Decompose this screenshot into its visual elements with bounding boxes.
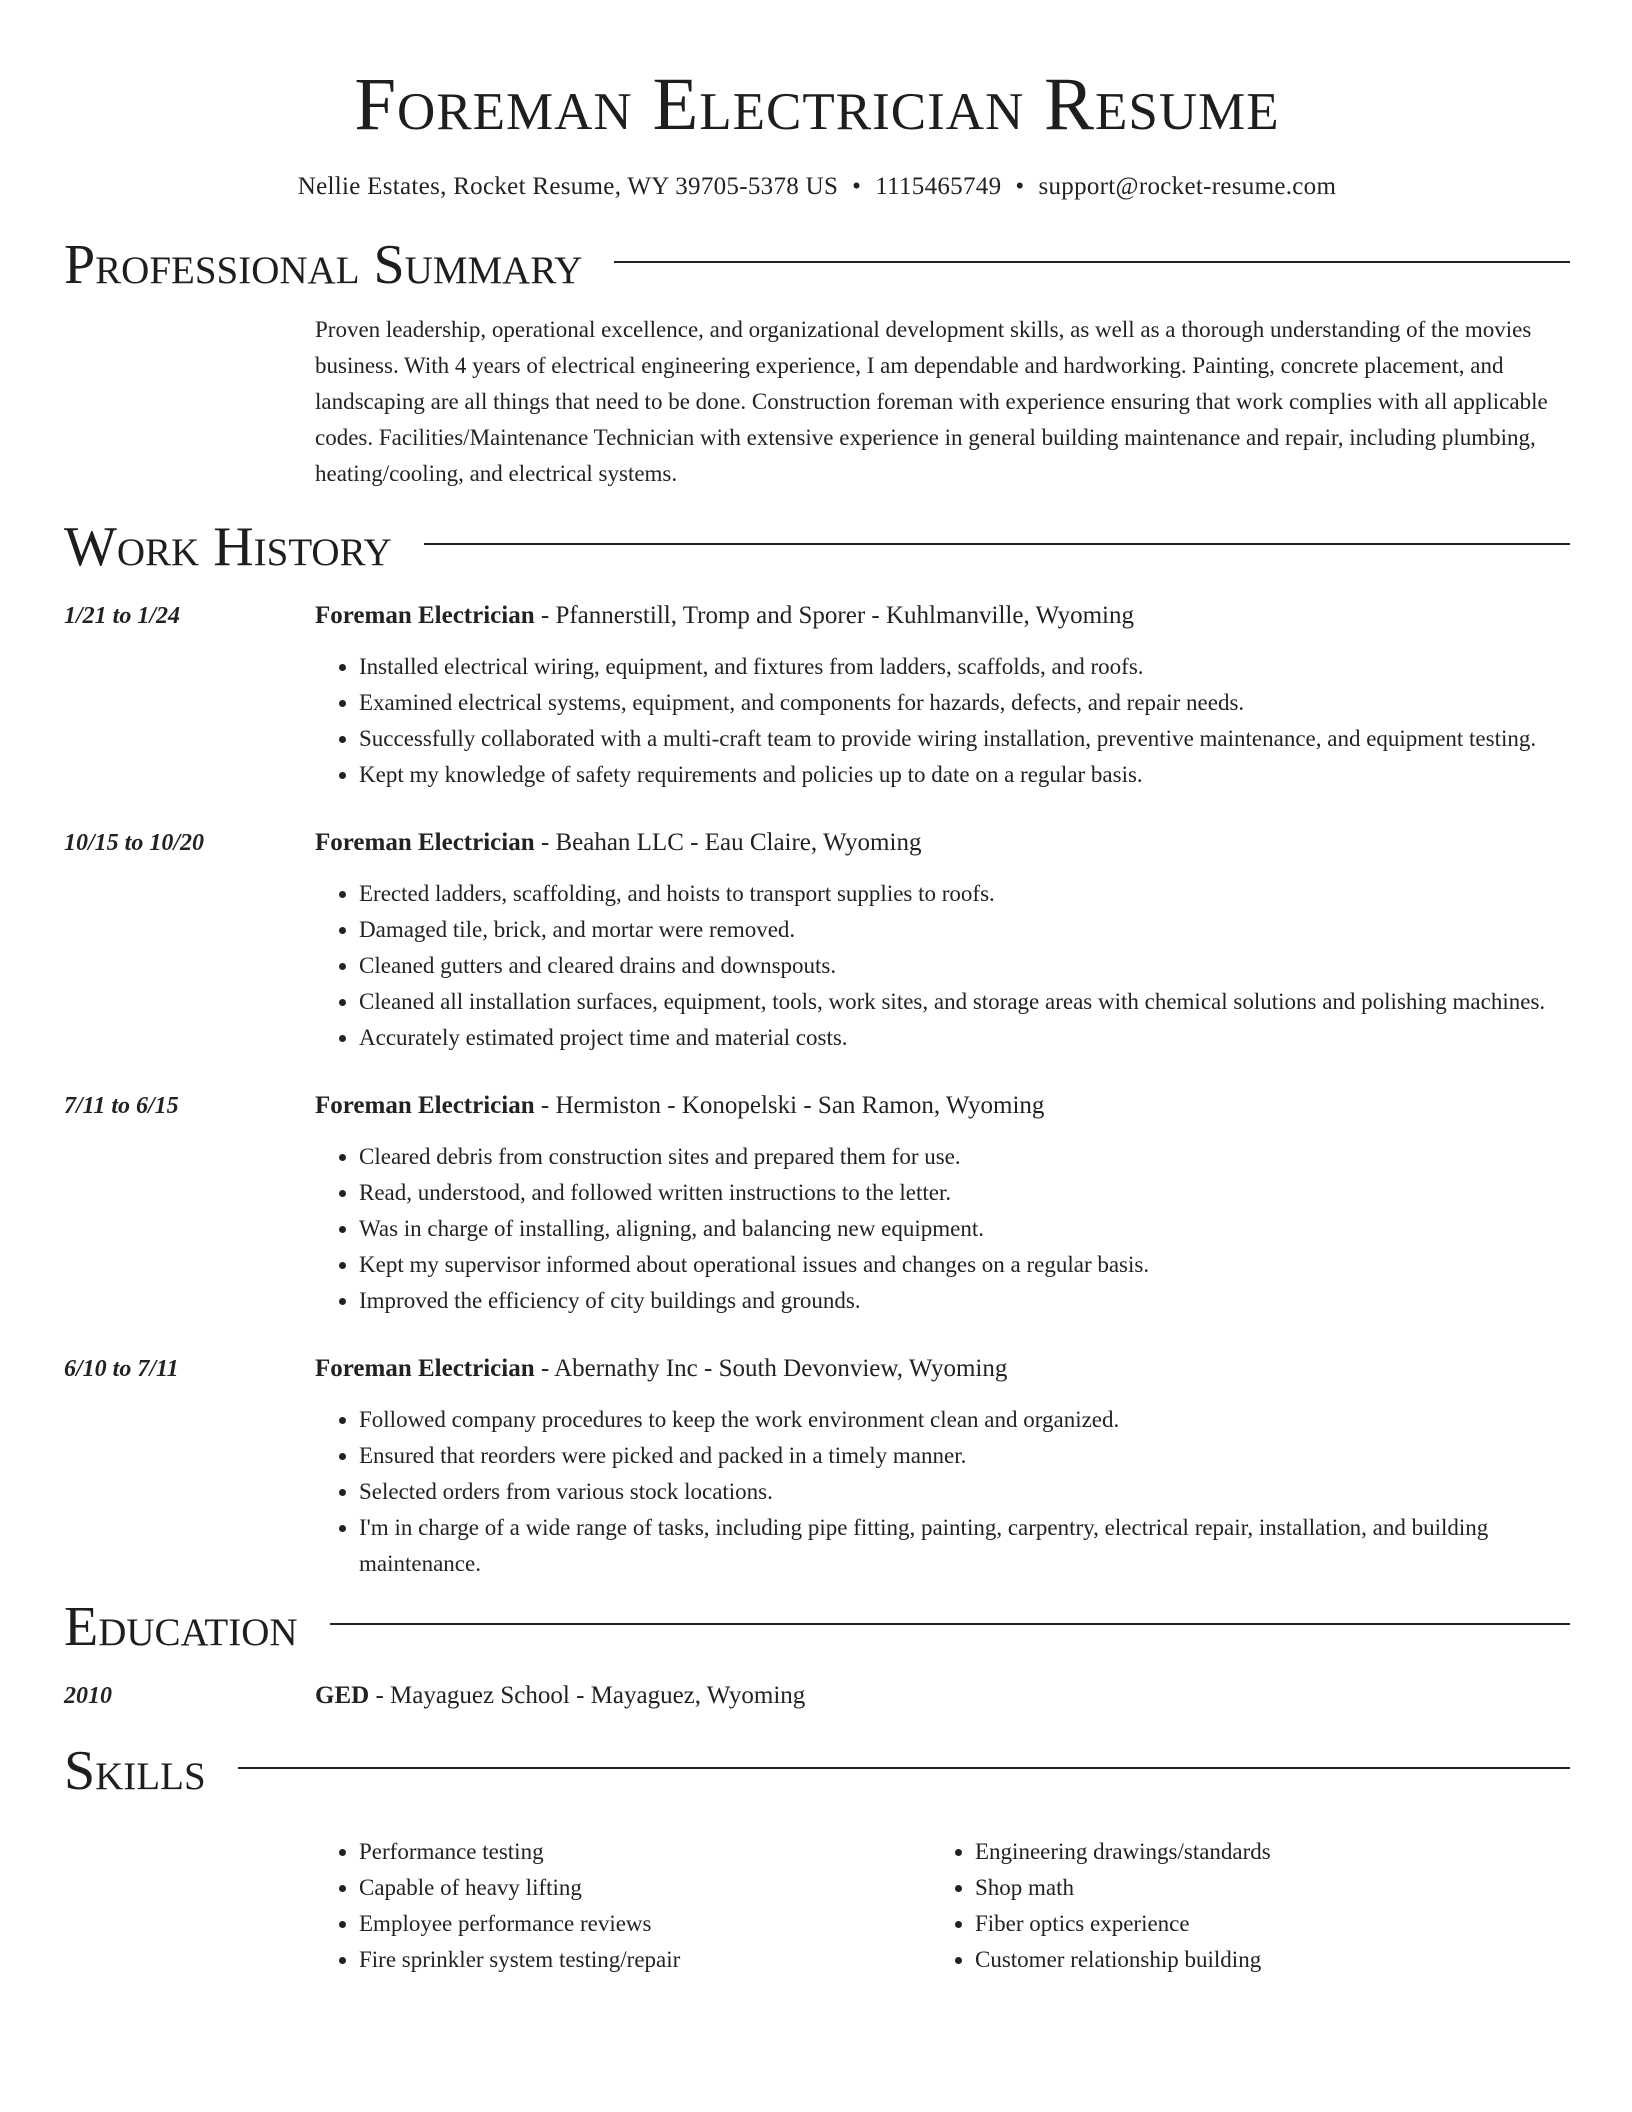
contact-phone: 1115465749 (875, 173, 1002, 200)
section-divider (238, 1767, 1570, 1769)
summary-text: Proven leadership, operational excellence, and organizational development skills, as well as a thorough understanding of the movies business. With 4 years of electrical engineering experience, I am dependable and hardworking. Painting, concrete placement, and landscaping are all things that need to be done. Construction foreman with experience ensuring that work complies with all applicable codes. Facilities/Maintenance Technician with extensive experience in general building maintenance and repair, including plumbing, heating/cooling, and electrical systems. (315, 317, 1548, 486)
contact-address: Nellie Estates, Rocket Resume, WY 39705-5378 US (297, 173, 839, 200)
skills-list (315, 1834, 1570, 1978)
skill-item: • Capable of heavy lifting (359, 1870, 931, 1906)
job-entry (64, 1088, 1570, 1319)
job-title: Foreman Electrician (315, 829, 535, 856)
job-bullet: • Successfully collaborated with a multi-craft team to provide wiring installation, preventive maintenance, and equipment testing. (359, 721, 1570, 757)
job-bullet: • I'm in charge of a wide range of tasks, including pipe fitting, painting, carpentry, electrical repair, installation, and building maintenance. (359, 1510, 1570, 1582)
job-bullets (315, 876, 1570, 1056)
job-bullet: • Erected ladders, scaffolding, and hoists to transport supplies to roofs. (359, 876, 1570, 912)
job-details: - Abernathy Inc - South Devonview, Wyoming (534, 1355, 1008, 1382)
skill-item: • Fire sprinkler system testing/repair (359, 1942, 931, 1978)
job-details: - Hermiston - Konopelski - San Ramon, Wyoming (534, 1092, 1045, 1119)
job-bullet: • Kept my supervisor informed about operational issues and changes on a regular basis. (359, 1247, 1570, 1283)
job-bullets (315, 1402, 1570, 1582)
job-entry (64, 1351, 1570, 1582)
job-title: Foreman Electrician (315, 602, 535, 629)
job-bullet: • Cleaned all installation surfaces, equipment, tools, work sites, and storage areas with chemical solutions and polishing machines. (359, 984, 1570, 1020)
contact-line (64, 170, 1570, 204)
job-bullet: • Read, understood, and followed written instructions to the letter. (359, 1175, 1570, 1211)
work-section-header (64, 512, 1570, 582)
skills-column-right (931, 1834, 1547, 1978)
skill-item: • Fiber optics experience (975, 1906, 1547, 1942)
section-divider (330, 1623, 1570, 1625)
contact-separator: • (852, 173, 862, 200)
resume-page (64, 0, 1570, 1978)
education-role (315, 1678, 805, 1714)
job-dates: 10/15 to 10/20 (64, 830, 205, 856)
job-bullet: • Ensured that reorders were picked and packed in a timely manner. (359, 1438, 1570, 1474)
skill-item: • Employee performance reviews (359, 1906, 931, 1942)
job-bullet: • Cleared debris from construction sites and prepared them for use. (359, 1139, 1570, 1175)
job-bullet: • Accurately estimated project time and material costs. (359, 1020, 1570, 1056)
education-section-header (64, 1592, 1570, 1662)
job-entry (64, 598, 1570, 793)
work-heading: Work History (64, 516, 392, 578)
job-bullets (315, 649, 1570, 793)
job-role (315, 598, 1134, 634)
job-title: Foreman Electrician (315, 1355, 535, 1382)
job-bullet: • Followed company procedures to keep the work environment clean and organized. (359, 1402, 1570, 1438)
job-bullet: • Examined electrical systems, equipment, and components for hazards, defects, and repair needs. (359, 685, 1570, 721)
education-year: 2010 (64, 1683, 112, 1709)
summary-section-header (64, 230, 1570, 300)
job-dates: 1/21 to 1/24 (64, 603, 181, 629)
education-entry (64, 1678, 1570, 1714)
job-role (315, 1351, 1007, 1387)
education-heading: Education (64, 1596, 298, 1658)
job-entry (64, 825, 1570, 1056)
job-title: Foreman Electrician (315, 1092, 535, 1119)
summary-heading: Professional Summary (64, 234, 583, 296)
job-bullet: • Cleaned gutters and cleared drains and downspouts. (359, 948, 1570, 984)
job-bullet: • Improved the efficiency of city buildings and grounds. (359, 1283, 1570, 1319)
section-divider (424, 543, 1570, 545)
job-details: - Beahan LLC - Eau Claire, Wyoming (534, 829, 922, 856)
job-bullet: • Damaged tile, brick, and mortar were removed. (359, 912, 1570, 948)
education-details: - Mayaguez School - Mayaguez, Wyoming (369, 1682, 806, 1709)
job-role (315, 1088, 1044, 1124)
skills-column-left (315, 1834, 931, 1978)
skills-section-header (64, 1736, 1570, 1806)
resume-title: Foreman Electrician Resume (354, 63, 1280, 146)
job-dates: 7/11 to 6/15 (64, 1093, 179, 1119)
skills-heading: Skills (64, 1740, 206, 1802)
skill-item: • Performance testing (359, 1834, 931, 1870)
job-dates: 6/10 to 7/11 (64, 1356, 179, 1382)
job-role (315, 825, 921, 861)
skill-item: • Shop math (975, 1870, 1547, 1906)
job-bullets (315, 1139, 1570, 1319)
job-bullet: • Kept my knowledge of safety requirements and policies up to date on a regular basis. (359, 757, 1570, 793)
job-details: - Pfannerstill, Tromp and Sporer - Kuhlmanville, Wyoming (534, 602, 1135, 629)
job-bullet: • Selected orders from various stock locations. (359, 1474, 1570, 1510)
contact-separator: • (1015, 173, 1025, 200)
section-divider (614, 261, 1570, 263)
education-degree: GED (315, 1682, 370, 1709)
contact-email: support@rocket-resume.com (1038, 173, 1337, 200)
job-bullet: • Installed electrical wiring, equipment, and fixtures from ladders, scaffolds, and roofs. (359, 649, 1570, 685)
job-bullet: • Was in charge of installing, aligning, and balancing new equipment. (359, 1211, 1570, 1247)
skill-item: • Engineering drawings/standards (975, 1834, 1547, 1870)
skill-item: • Customer relationship building (975, 1942, 1547, 1978)
